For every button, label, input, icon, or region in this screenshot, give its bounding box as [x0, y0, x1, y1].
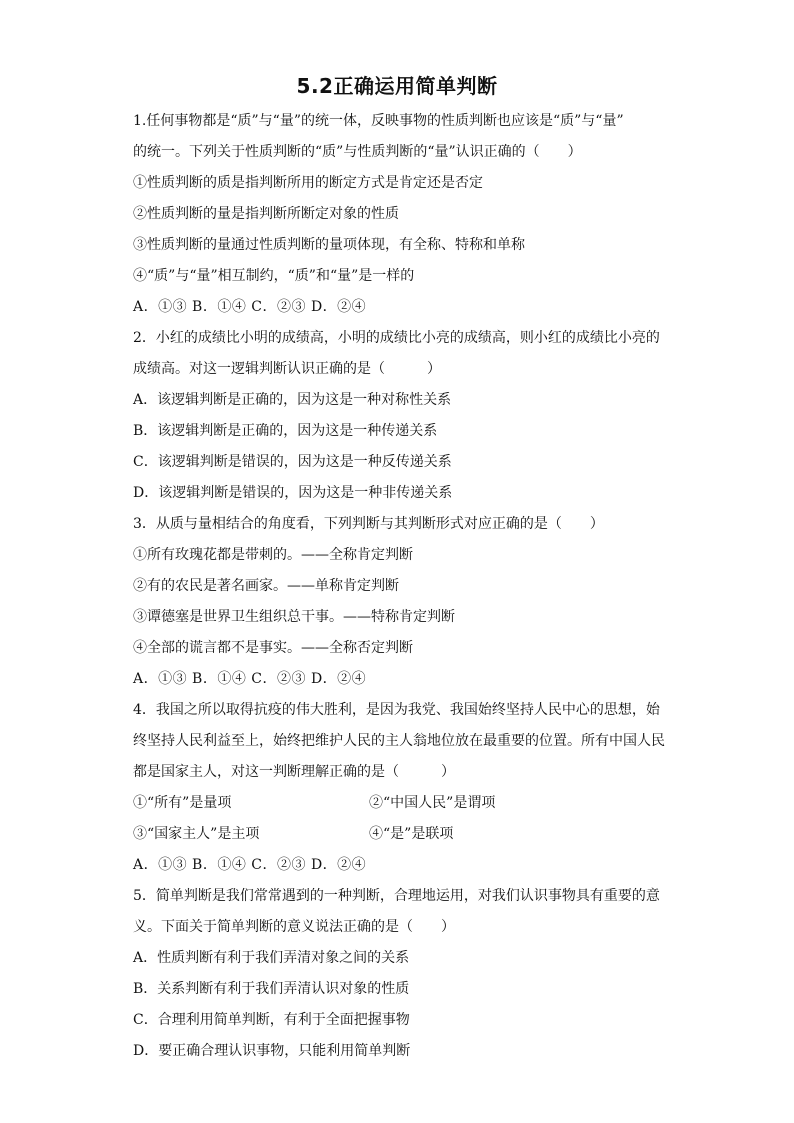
question-1-item-1: ①性质判断的质是指判断所用的断定方式是肯定还是否定 — [133, 175, 483, 191]
question-4-item-1: ①“所有”是量项 — [133, 795, 232, 811]
question-2-stem-line-1: 2．小红的成绩比小明的成绩高，小明的成绩比小亮的成绩高，则小红的成绩比小亮的 — [133, 330, 660, 346]
question-3-item-4: ④全部的谎言都不是事实。——全称否定判断 — [133, 640, 413, 656]
question-1-item-4: ④“质”与“量”相互制约，“质”和“量”是一样的 — [133, 268, 415, 284]
question-4-item-2: ②“中国人民”是谓项 — [369, 795, 496, 811]
question-5-option-c: C．合理利用简单判断，有利于全面把握事物 — [133, 1012, 410, 1028]
question-2-option-a: A．该逻辑判断是正确的，因为这是一种对称性关系 — [133, 392, 452, 408]
question-4-stem-line-2: 终坚持人民利益至上，始终把维护人民的主人翁地位放在最重要的位置。所有中国人民 — [133, 733, 665, 749]
question-2-option-d: D．该逻辑判断是错误的，因为这是一种非传递关系 — [133, 485, 453, 501]
page-title: 5.2正确运用简单判断 — [296, 74, 498, 98]
question-1-stem-line-2: 的统一。下列关于性质判断的“质”与性质判断的“量”认识正确的（ ） — [133, 144, 582, 160]
question-list — [133, 106, 663, 1067]
question-3-item-3: ③谭德塞是世界卫生组织总干事。——特称肯定判断 — [133, 609, 455, 625]
question-2-option-b: B．该逻辑判断是正确的，因为这是一种传递关系 — [133, 423, 438, 439]
question-4-item-4: ④“是”是联项 — [369, 826, 454, 842]
question-5-option-a: A．性质判断有利于我们弄清对象之间的关系 — [133, 950, 410, 966]
question-5-stem-line-2: 义。下面关于简单判断的意义说法正确的是（ ） — [133, 919, 455, 935]
question-4-stem-line-1: 4．我国之所以取得抗疫的伟大胜利，是因为我党、我国始终坚持人民中心的思想，始 — [133, 702, 660, 718]
question-4-stem-line-3: 都是国家主人，对这一判断理解正确的是（ ） — [133, 764, 455, 780]
question-4-items-row-1 — [133, 788, 663, 819]
question-5-option-d: D．要正确合理认识事物，只能利用简单判断 — [133, 1043, 411, 1059]
question-4-item-3: ③“国家主人”是主项 — [133, 826, 260, 842]
question-1-options: A．①③ B．①④ C．②③ D．②④ — [133, 299, 367, 315]
question-3-stem-line-1: 3．从质与量相结合的角度看，下列判断与其判断形式对应正确的是（ ） — [133, 516, 604, 532]
question-1-item-3: ③性质判断的量通过性质判断的量项体现，有全称、特称和单称 — [133, 237, 525, 253]
question-3-options: A．①③ B．①④ C．②③ D．②④ — [133, 671, 367, 687]
question-1-stem-line-1: 1.任何事物都是“质”与“量”的统一体，反映事物的性质判断也应该是“质”与“量” — [133, 113, 624, 129]
question-1-item-2: ②性质判断的量是指判断所断定对象的性质 — [133, 206, 399, 222]
question-5-stem-line-1: 5．简单判断是我们常常遇到的一种判断，合理地运用，对我们认识事物具有重要的意 — [133, 888, 660, 904]
question-4-items-row-2 — [133, 819, 663, 850]
question-5-option-b: B．关系判断有利于我们弄清认识对象的性质 — [133, 981, 410, 997]
question-4-options: A．①③ B．①④ C．②③ D．②④ — [133, 857, 367, 873]
question-2-option-c: C．该逻辑判断是错误的，因为这是一种反传递关系 — [133, 454, 452, 470]
question-2-stem-line-2: 成绩高。对这一逻辑判断认识正确的是（ ） — [133, 361, 441, 377]
question-3-item-2: ②有的农民是著名画家。——单称肯定判断 — [133, 578, 399, 594]
question-3-item-1: ①所有玫瑰花都是带刺的。——全称肯定判断 — [133, 547, 413, 563]
